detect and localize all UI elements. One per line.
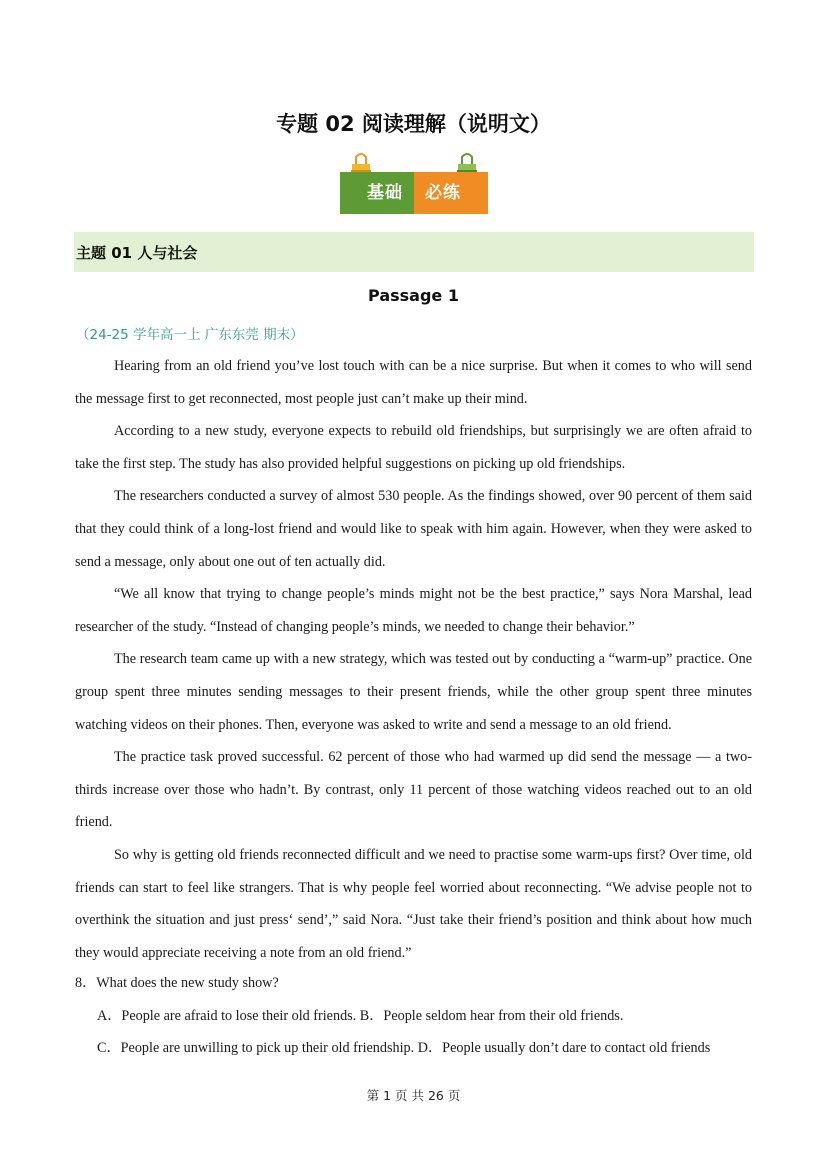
- paragraph: The researchers conducted a survey of almost 530 people. As the findings showed, over 90 percent of them said that they could think of a long-lost friend and would like to speak with him again. However, when they were asked to send a message, only about one out of ten actually did.: [75, 488, 752, 570]
- paragraph: According to a new study, everyone expects to rebuild old friendships, but surprisingly we are often afraid to take the first step. The study has also provided helpful suggestions on picking up old friendships.: [75, 423, 752, 472]
- document-title: 专题 02 阅读理解（说明文）: [276, 112, 551, 136]
- paragraph: The research team came up with a new strategy, which was tested out by conducting a “warm-up” practice. One group spent three minutes sending messages to their present friends, while the other group spent three minutes watching videos on their phones. Then, everyone was asked to write and send a message to an old friend.: [75, 651, 752, 733]
- paragraph: “We all know that trying to change people’s minds might not be the best practice,” says Nora Marshal, lead researcher of the study. “Instead of changing people’s minds, we needed to change their behavior.”: [75, 586, 752, 635]
- question-options-cd: C．People are unwilling to pick up their old friendship. D．People usually don’t dare to contact old friends: [97, 1040, 711, 1057]
- page-footer: 第 1 页 共 26 页: [366, 1088, 461, 1103]
- paragraph: So why is getting old friends reconnected difficult and we need to practise some warm-ups first? Over time, old friends can start to feel like strangers. That is why people feel worried about reconnecting. “We advise people not to overthink the situation and just press‘ send’,” said Nora. “Just take their friend’s position and think about how much they would appreciate receiving a note from an old friend.”: [75, 846, 752, 961]
- passage-body: [75, 350, 752, 969]
- question-stem: 8．What does the new study show?: [75, 975, 279, 991]
- paragraph: Hearing from an old friend you’ve lost touch with can be a nice surprise. But when it comes to who will send the message first to get reconnected, most people just can’t make up their mind.: [75, 358, 752, 407]
- topic-header: [74, 232, 754, 272]
- passage-title: Passage 1: [368, 286, 459, 305]
- paragraph: The practice task proved successful. 62 percent of those who had warmed up did send the message — a two-thirds increase over those who hadn’t. By contrast, only 11 percent of those watching videos reached out to an old friend.: [75, 749, 752, 831]
- section-badge: [340, 152, 488, 214]
- question-8: [75, 967, 755, 1065]
- badge-right-label: 必练: [425, 183, 461, 203]
- badge-left-label: 基础: [367, 183, 403, 203]
- question-options-ab: A．People are afraid to lose their old friends. B．People seldom hear from their old friends.: [97, 1007, 624, 1024]
- passage-source: （24-25 学年高一上 广东东莞 期末）: [76, 327, 304, 343]
- topic-title: 主题 01 人与社会: [76, 244, 198, 262]
